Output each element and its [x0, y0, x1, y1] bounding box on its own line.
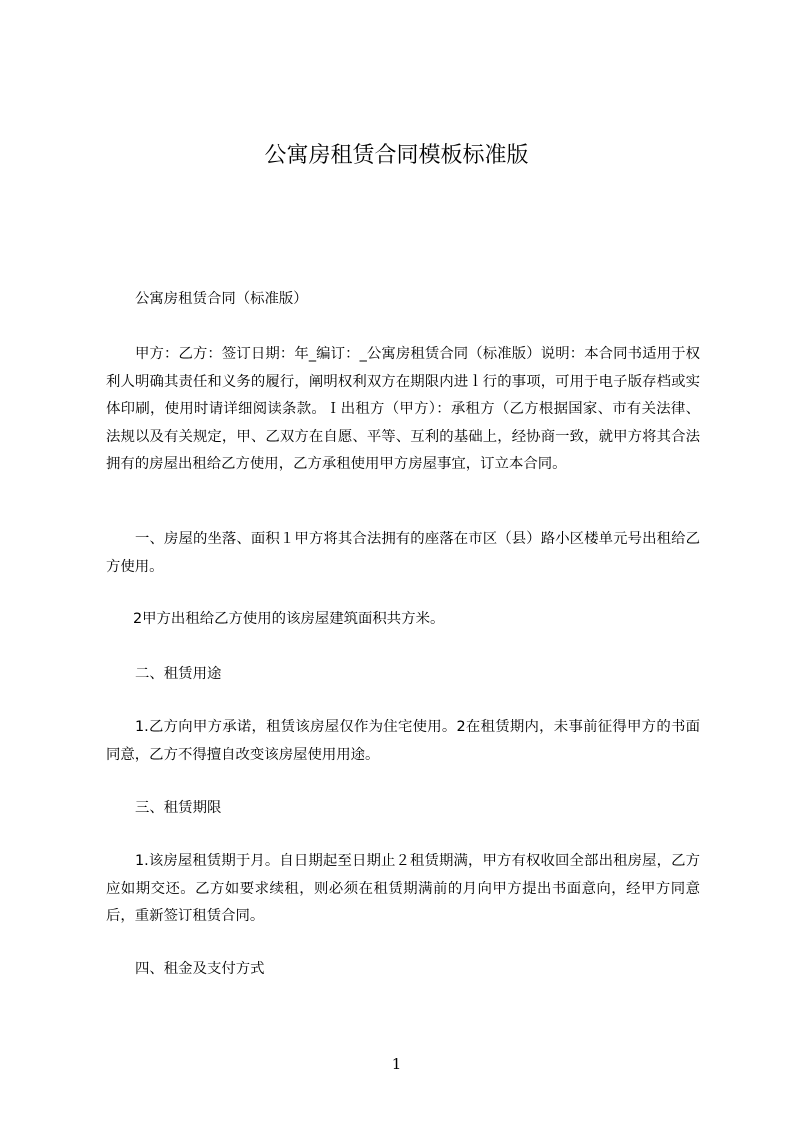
section4-heading: 四、租金及支付方式 — [135, 961, 265, 977]
section1-body: 一、房屋的坐落、面积１甲方将其合法拥有的座落在市区（县）路小区楼单元号出租给乙方使用。 — [106, 531, 700, 575]
page-number: 1 — [391, 1055, 402, 1073]
section1-item2: 2甲方出租给乙方使用的该房屋建筑面积共方米。 — [133, 611, 445, 627]
section2-body: 1.乙方向甲方承诺，租赁该房屋仅作为住宅使用。2在租赁期内，未事前征得甲方的书面同意，乙方不得擅自改变该房屋使用用途。 — [106, 719, 700, 763]
intro-paragraph: 甲方：乙方：签订日期：年_编订：_公寓房租赁合同（标准版）说明：本合同书适用于权利人明确其责任和义务的履行，阐明权利双方在期限内进ｌ行的事项，可用于电子版存档或实体印刷，使用时请详细阅读条款。Ｉ出租方（甲方）：承租方（乙方根据国家、市有关法律、法规以及有关规定，甲、乙双方在自愿、平等、互利的基础上，经协商一致，就甲方将其合法拥有的房屋出租给乙方使用，乙方承租使用甲方房屋事宜，订立本合同。 — [106, 346, 700, 472]
section2-heading: 二、租赁用途 — [135, 666, 222, 682]
section3-body: 1.该房屋租赁期于月。自日期起至日期止２租赁期满，甲方有权收回全部出租房屋，乙方应如期交还。乙方如要求续租，则必须在租赁期满前的月向甲方提出书面意向，经甲方同意后，重新签订租赁合同。 — [106, 853, 700, 924]
section3-heading: 三、租赁期限 — [135, 800, 222, 816]
document-title: 公寓房租赁合同模板标准版 — [264, 143, 529, 168]
document-subtitle: 公寓房租赁合同（标准版） — [135, 291, 308, 307]
